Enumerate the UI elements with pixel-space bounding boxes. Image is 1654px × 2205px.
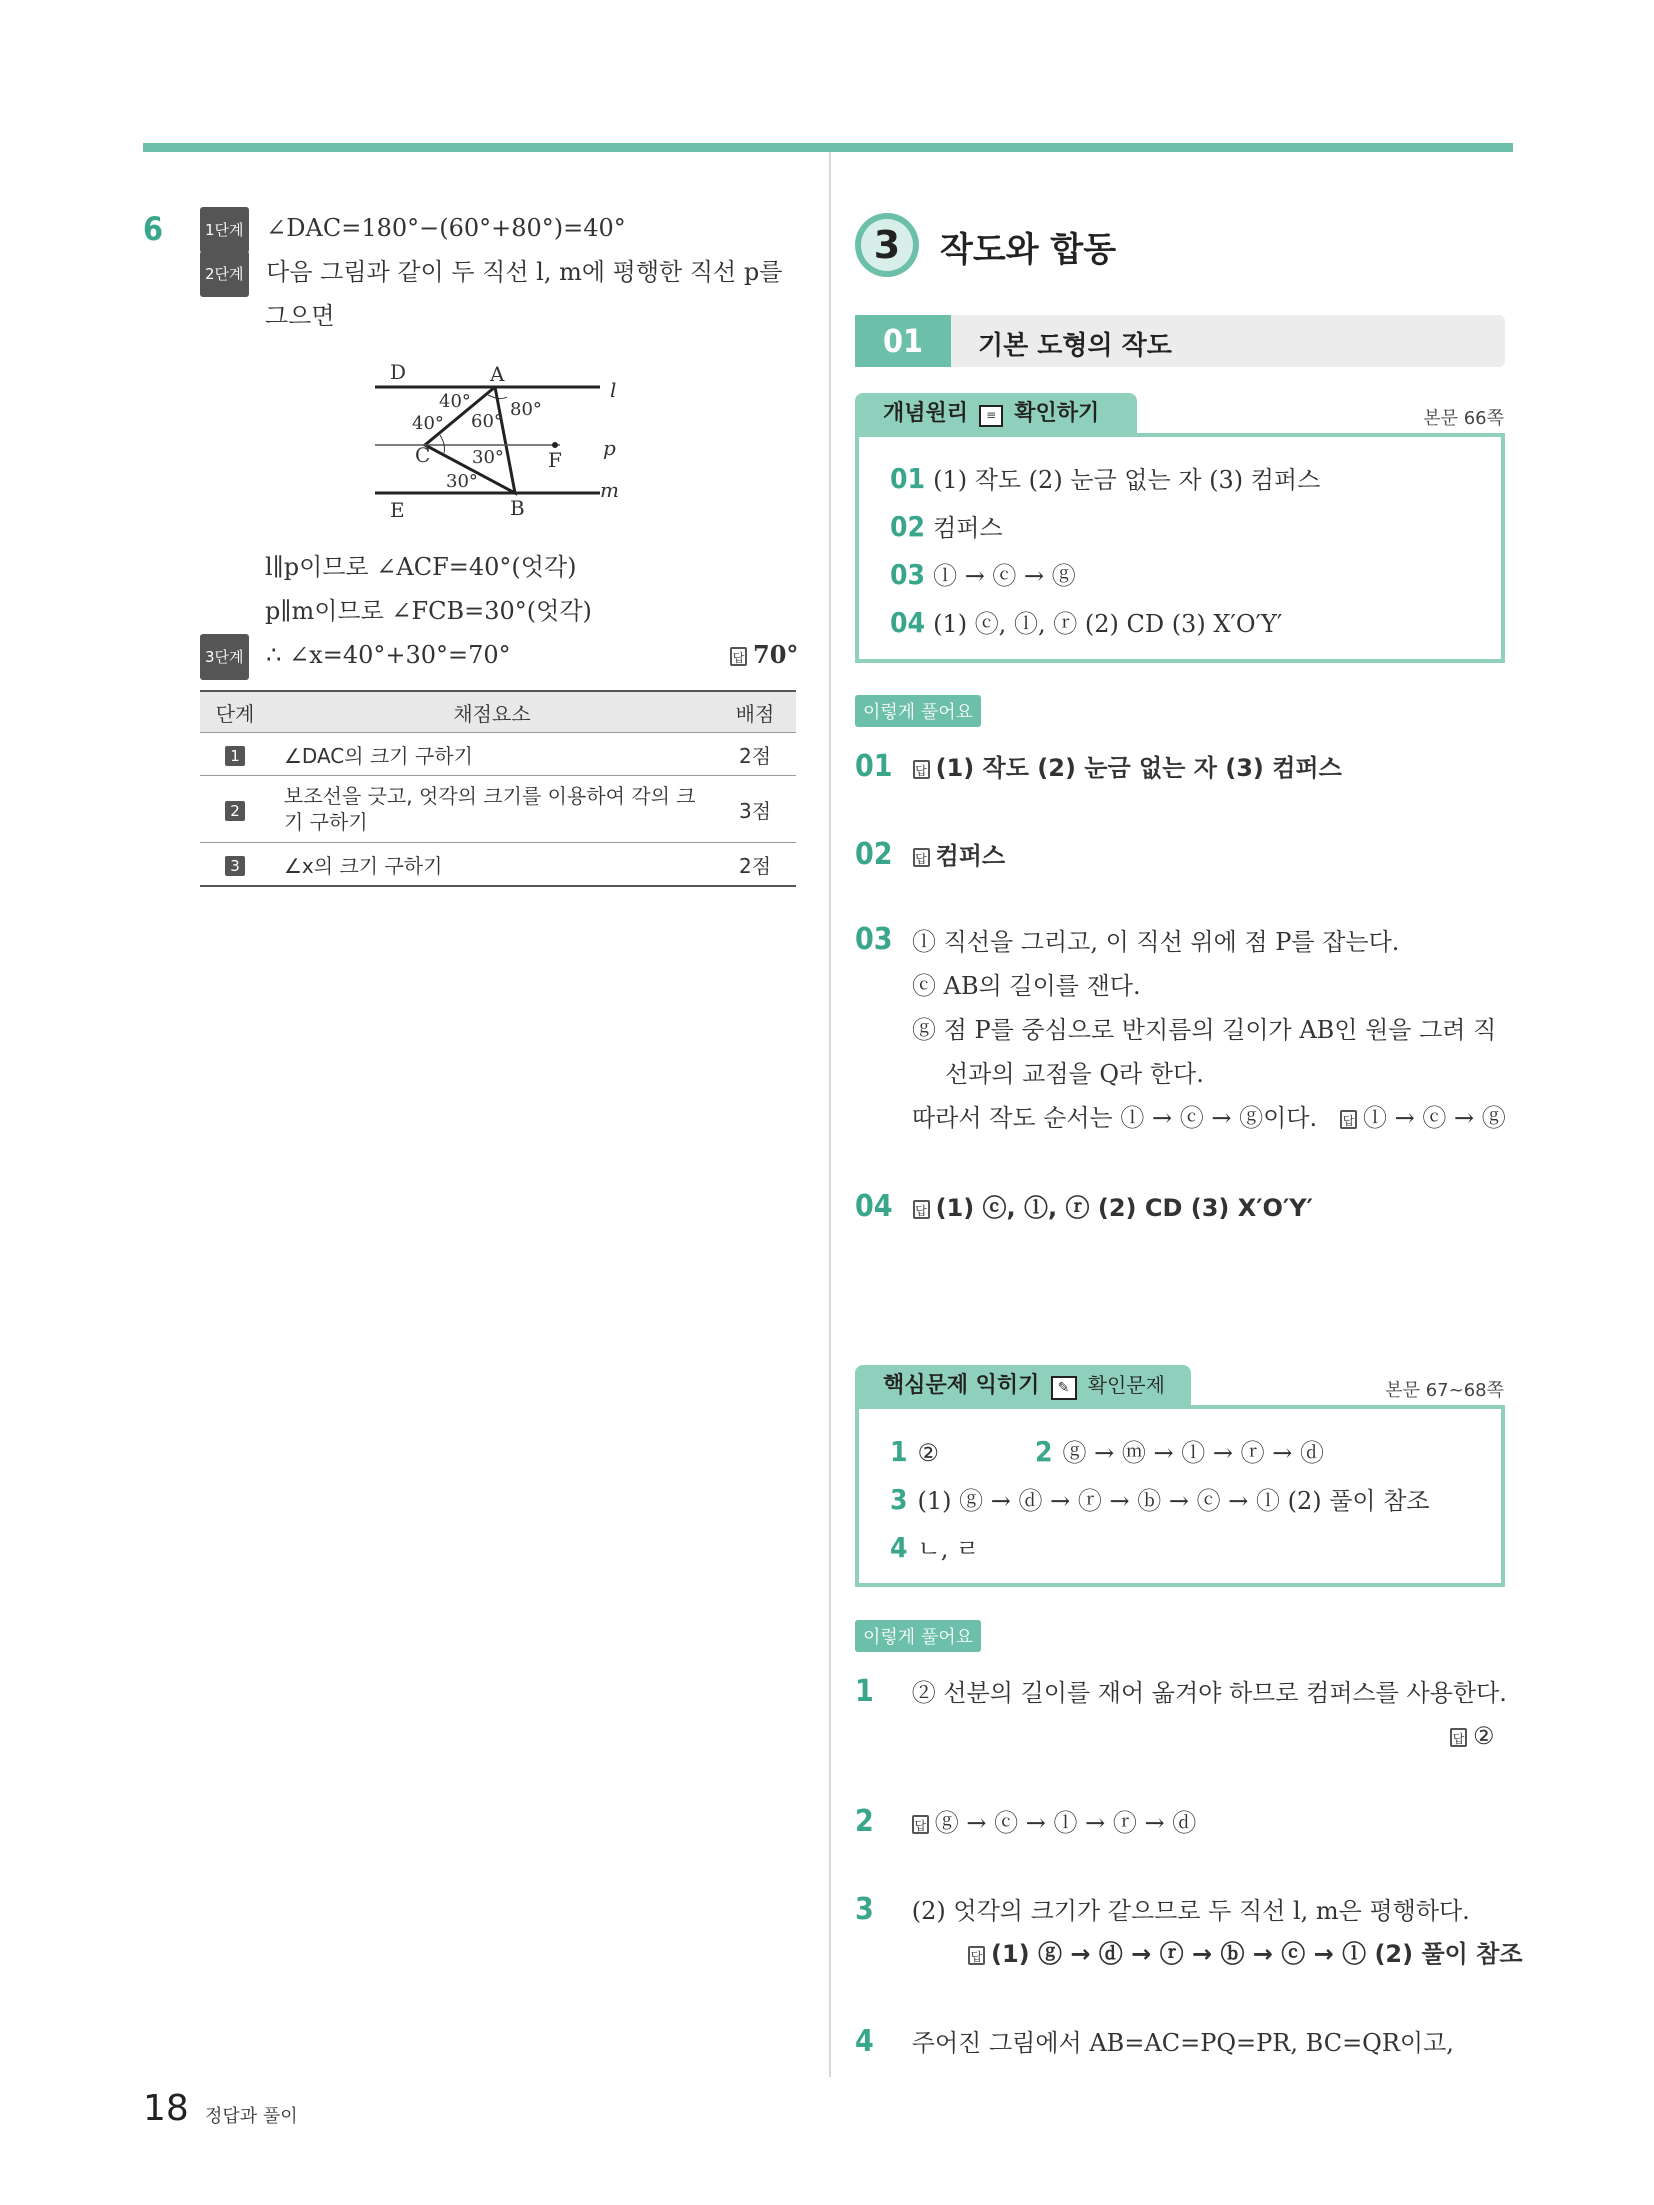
row-step-badge: 1 (225, 746, 245, 766)
solution-03-line: 선과의 교점을 Q라 한다. (945, 1060, 1204, 1088)
row-item: ∠x의 크기 구하기 (270, 843, 714, 887)
row-item: 보조선을 긋고, 엇각의 크기를 이용하여 각의 크 기 구하기 (270, 776, 714, 843)
core-tab (855, 1365, 1191, 1407)
problem-number: 6 (143, 210, 164, 248)
label-angle-40a: 40° (439, 391, 471, 412)
step1-badge: 1단계 (200, 207, 249, 253)
solution-01: 01 답 (1) 작도 (2) 눈금 없는 자 (3) 컴퍼스 (855, 749, 1342, 784)
concept-page-ref: 본문 66쪽 (1423, 408, 1504, 429)
solution-4: 4 주어진 그림에서 AB=AC=PQ=PR, BC=QR이고, (855, 2024, 1454, 2059)
solution-03-line: 따라서 작도 순서는 ⓛ → ⓒ → ⓖ이다. (912, 1104, 1318, 1132)
solution-03-line: ⓖ 점 P를 중심으로 반지름의 길이가 AB인 원을 그려 직 (912, 1016, 1497, 1044)
row-score: 2점 (714, 733, 796, 776)
solution-03-number: 03 (855, 922, 893, 957)
core-item: 4 ㄴ, ㄹ (890, 1531, 980, 1564)
solve-badge-2: 이렇게 풀어요 (855, 1620, 981, 1652)
parallel-lines-figure (360, 355, 640, 530)
concept-item: 02 컴퍼스 (890, 510, 1003, 543)
label-c: C (415, 443, 431, 467)
concept-tab-label-b: 확인하기 (1014, 401, 1100, 426)
step2-row (200, 250, 782, 297)
core-item: 1 ② (890, 1435, 940, 1468)
label-angle-80: 80° (510, 399, 542, 420)
answer-mark-icon: 답 (730, 647, 747, 666)
table-header-row (200, 691, 796, 733)
label-b: B (510, 496, 525, 520)
label-angle-30a: 30° (472, 447, 504, 468)
label-e: E (390, 498, 405, 522)
footer-label: 정답과 풀이 (205, 2106, 298, 2127)
notebook-icon: ≡ (979, 405, 1003, 427)
solution-1: 1 ② 선분의 길이를 재어 옮겨야 하므로 컴퍼스를 사용한다. (855, 1674, 1507, 1709)
row-score: 2점 (714, 843, 796, 887)
table-row (200, 776, 796, 843)
row-step-badge: 2 (225, 801, 245, 821)
step1-row (200, 206, 626, 253)
core-tab-sublabel: 확인문제 (1087, 1373, 1165, 1397)
step2-badge: 2단계 (200, 251, 249, 297)
step2-text-cont: 그으면 (265, 302, 335, 330)
top-accent-bar (143, 143, 1513, 152)
section-header (855, 315, 1505, 367)
section-number: 01 (855, 315, 951, 367)
step3-row (200, 633, 511, 680)
th-step: 단계 (200, 691, 270, 733)
label-f: F (548, 448, 562, 472)
solution-3-answer: 답 (1) ⓖ → ⓓ → ⓡ → ⓑ → ⓒ → ⓛ (2) 풀이 참조 (968, 1932, 1523, 1976)
text-p-parallel-m: p∥m이므로 ∠FCB=30°(엇각) (265, 597, 592, 625)
label-a: A (490, 362, 505, 386)
row-step-badge: 3 (225, 856, 245, 876)
th-score: 배점 (714, 691, 796, 733)
step2-text: 다음 그림과 같이 두 직선 l, m에 평행한 직선 p를 (266, 258, 783, 286)
chapter-title: 작도와 합동 (940, 230, 1117, 270)
scoring-table (200, 690, 796, 887)
solve-badge: 이렇게 풀어요 (855, 695, 981, 727)
concept-tab-label: 개념원리 (883, 401, 969, 426)
label-p: p (603, 436, 616, 460)
step3-text: ∴ ∠x=40°+30°=70° (266, 641, 511, 669)
step1-text: ∠DAC=180°−(60°+80°)=40° (266, 214, 626, 242)
solution-03-line: ⓛ 직선을 그리고, 이 직선 위에 점 P를 잡는다. (912, 928, 1400, 956)
label-angle-30b: 30° (446, 471, 478, 492)
step3-answer-row (730, 633, 798, 677)
solution-3: 3 (2) 엇각의 크기가 같으므로 두 직선 l, m은 평행하다. (855, 1892, 1470, 1927)
core-tab-label: 핵심문제 익히기 (883, 1373, 1040, 1398)
core-item: 2 ⓖ → ⓜ → ⓛ → ⓡ → ⓓ (1035, 1435, 1324, 1468)
concept-item: 03 ⓛ → ⓒ → ⓖ (890, 558, 1076, 591)
key-icon: ✎ (1051, 1376, 1077, 1400)
concept-item: 04 (1) ⓒ, ⓛ, ⓡ (2) CD (3) X′O′Y′ (890, 606, 1283, 639)
step3-badge: 3단계 (200, 634, 249, 680)
solution-04: 04 답 (1) ⓒ, ⓛ, ⓡ (2) CD (3) X′O′Y′ (855, 1189, 1313, 1224)
core-item: 3 (1) ⓖ → ⓓ → ⓡ → ⓑ → ⓒ → ⓛ (2) 풀이 참조 (890, 1483, 1430, 1516)
step3-answer: 70° (753, 640, 799, 669)
label-d: D (390, 360, 407, 384)
solution-03-line: ⓒ AB의 길이를 잰다. (912, 972, 1141, 1000)
text-l-parallel-p: l∥p이므로 ∠ACF=40°(엇각) (265, 553, 577, 581)
solution-02: 02 답 컴퍼스 (855, 837, 1006, 872)
page-number: 18 (143, 2088, 189, 2129)
concept-item: 01 (1) 작도 (2) 눈금 없는 자 (3) 컴퍼스 (890, 462, 1321, 495)
chapter-number-circle (855, 213, 919, 277)
label-l: l (610, 378, 617, 402)
solution-03-answer: 답 ⓛ → ⓒ → ⓖ (1340, 1096, 1506, 1140)
concept-tab (855, 393, 1137, 435)
solution-2: 2 답 ⓖ → ⓒ → ⓛ → ⓡ → ⓓ (855, 1804, 1197, 1839)
column-divider (829, 152, 831, 2077)
label-angle-40b: 40° (412, 413, 444, 434)
label-m: m (600, 478, 619, 502)
table-row (200, 843, 796, 887)
chapter-number: 3 (861, 219, 913, 271)
row-score: 3점 (714, 776, 796, 843)
section-title: 기본 도형의 작도 (978, 331, 1172, 361)
th-item: 채점요소 (270, 691, 714, 733)
core-page-ref: 본문 67~68쪽 (1385, 1380, 1504, 1401)
table-row (200, 733, 796, 776)
row-item: ∠DAC의 크기 구하기 (270, 733, 714, 776)
label-angle-60: 60° (471, 411, 503, 432)
solution-1-answer: 답 ② (1450, 1714, 1495, 1758)
